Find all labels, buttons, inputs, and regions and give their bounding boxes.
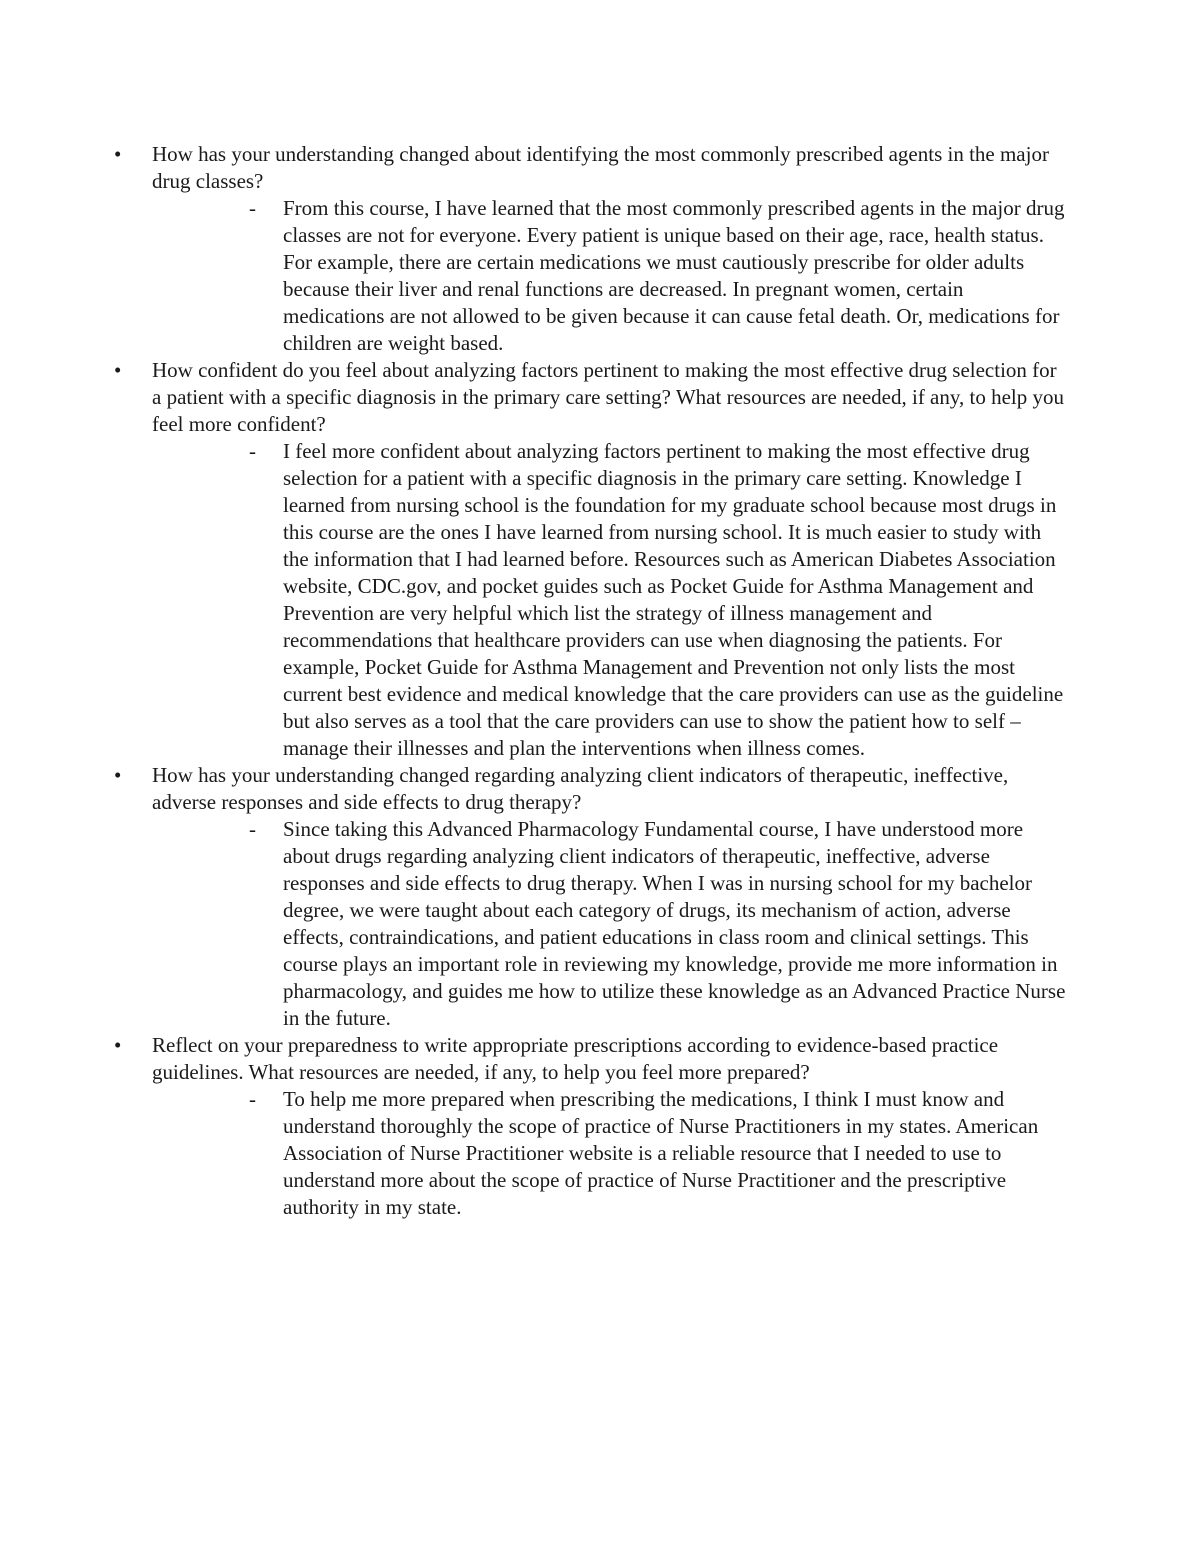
list-item <box>0 762 1200 1032</box>
question-text: How has your understanding changed regarding analyzing client indicators of therapeutic, ineffective, adverse responses and side effects to drug therapy? <box>152 763 1009 814</box>
list-item <box>0 357 1200 762</box>
document-body <box>0 141 1200 1221</box>
dash-icon: - <box>249 439 256 463</box>
answer-text: From this course, I have learned that the most commonly prescribed agents in the major drug classes are not for everyone. Every patient is unique based on their age, race, health status. For example, there are certain medications we must cautiously prescribe for older adults because their liver and renal functions are decreased. In pregnant women, certain medications are not allowed to be given because it can cause fetal death. Or, medications for children are weight based. <box>283 196 1065 355</box>
answer-text: I feel more confident about analyzing factors pertinent to making the most effective drug selection for a patient with a specific diagnosis in the primary care setting. Knowledge I learned from nursing school is the foundation for my graduate school because most drugs in this course are the ones I have learned from nursing school. It is much easier to study with the information that I had learned before. Resources such as American Diabetes Association website, CDC.gov, and pocket guides such as Pocket Guide for Asthma Management and Prevention are very helpful which list the strategy of illness management and recommendations that healthcare providers can use when diagnosing the patients. For example, Pocket Guide for Asthma Management and Prevention not only lists the most current best evidence and medical knowledge that the care providers can use as the guideline but also serves as a tool that the care providers can use to show the patient how to self – manage their illnesses and plan the interventions when illness comes. <box>283 439 1064 760</box>
answer-block <box>0 816 1200 1032</box>
question-text: How confident do you feel about analyzing factors pertinent to making the most effective drug selection for a patient with a specific diagnosis in the primary care setting? What resources are needed, if any, to help you feel more confident? <box>152 358 1065 436</box>
answer-block <box>0 195 1200 357</box>
answer-text: To help me more prepared when prescribing the medications, I think I must know and understand thoroughly the scope of practice of Nurse Practitioners in my states. American Association of Nurse Practitioner website is a reliable resource that I needed to use to understand more about the scope of practice of Nurse Practitioner and the prescriptive authority in my state. <box>283 1087 1039 1219</box>
answer-block <box>0 438 1200 762</box>
dash-icon: - <box>249 817 256 841</box>
list-item <box>0 1032 1200 1221</box>
answer-text: Since taking this Advanced Pharmacology Fundamental course, I have understood more about drugs regarding analyzing client indicators of therapeutic, ineffective, adverse responses and side effects to drug therapy. When I was in nursing school for my bachelor degree, we were taught about each category of drugs, its mechanism of action, adverse effects, contraindications, and patient educations in class room and clinical settings. This course plays an important role in reviewing my knowledge, provide me more information in pharmacology, and guides me how to utilize these knowledge as an Advanced Practice Nurse in the future. <box>283 817 1066 1030</box>
answer-block <box>0 1086 1200 1221</box>
dash-icon: - <box>249 196 256 220</box>
bullet-icon: • <box>114 358 122 382</box>
bullet-icon: • <box>114 142 122 166</box>
dash-icon: - <box>249 1087 256 1111</box>
list-item <box>0 141 1200 357</box>
bullet-icon: • <box>114 763 122 787</box>
question-text: Reflect on your preparedness to write appropriate prescriptions according to evidence-based practice guidelines. What resources are needed, if any, to help you feel more prepared? <box>152 1033 999 1084</box>
bullet-icon: • <box>114 1033 122 1057</box>
question-text: How has your understanding changed about identifying the most commonly prescribed agents in the major drug classes? <box>152 142 1049 193</box>
